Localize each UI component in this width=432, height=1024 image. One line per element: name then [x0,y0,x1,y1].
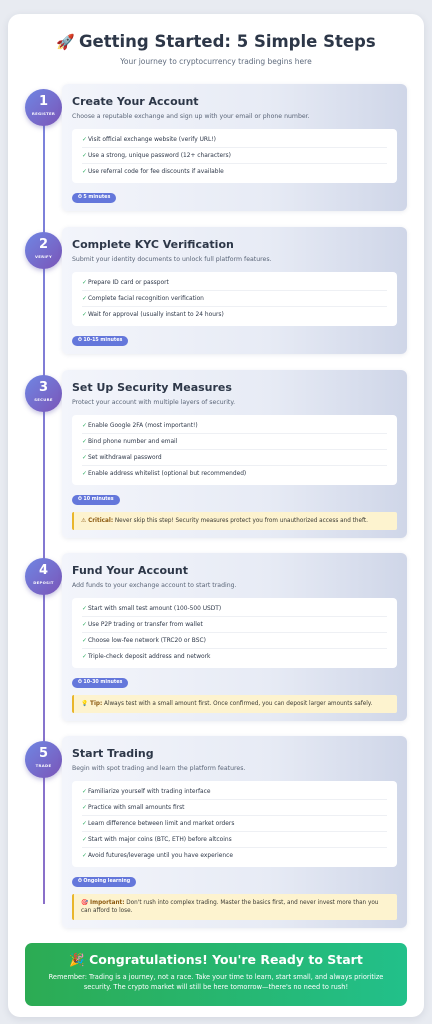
step-label: DEPOSIT [33,580,54,585]
step-checklist [72,129,397,183]
time-badge: ⏱ Ongoing learning [72,877,136,887]
step-title: Complete KYC Verification [72,238,234,251]
time-badge: ⏱ 10 minutes [72,495,120,505]
page-container [8,14,424,1017]
step-description: Add funds to your exchange account to start trading. [72,582,237,589]
checklist-item: ✓Bind phone number and email [82,434,387,450]
tip-note [72,695,397,713]
step-title: Start Trading [72,747,154,760]
step-checklist [72,598,397,668]
page-subtitle: Your journey to cryptocurrency trading begins here [120,57,312,66]
step-card-4 [62,553,407,721]
important-note [72,894,397,920]
step-title: Set Up Security Measures [72,381,232,394]
check-icon: ✓ [82,280,87,286]
step-description: Submit your identity documents to unlock full platform features. [72,256,272,263]
critical-note [72,512,397,530]
step-number: 3 [38,380,49,395]
step-label: VERIFY [34,254,52,259]
check-icon: ✓ [82,439,87,445]
check-icon: ✓ [82,296,87,302]
checklist-item: ✓Familiarize yourself with trading interface [82,784,387,800]
page-title [8,32,424,51]
step-number: 1 [38,94,49,109]
checklist-item: ✓Choose low-fee network (TRC20 or BSC) [82,633,387,649]
check-icon: ✓ [82,837,87,843]
step-checklist [72,415,397,485]
step-circle-1 [25,89,62,126]
checklist-item: ✓Practice with small amounts first [82,800,387,816]
check-icon: ✓ [82,423,87,429]
note-prefix: ⚠ Critical: [81,518,114,524]
step-description: Choose a reputable exchange and sign up with your email or phone number. [72,113,310,120]
checklist-item: ✓Visit official exchange website (verify URL!) [82,132,387,148]
checklist-item: ✓Enable address whitelist (optional but recommended) [82,471,247,477]
step-circle-5 [25,741,62,778]
step-number: 5 [38,746,49,761]
step-description: Protect your account with multiple layers of security. [72,399,236,406]
checklist-item: ✓Start with small test amount (100-500 USDT) [82,601,387,617]
check-icon: ✓ [82,654,87,660]
rocket-icon: 🚀 [56,33,75,51]
step-label: SECURE [34,397,53,402]
check-icon: ✓ [82,638,87,644]
step-label: REGISTER [31,111,56,116]
step-checklist [72,781,397,867]
note-prefix: 🎯 Important: [81,900,125,906]
check-icon: ✓ [82,821,87,827]
check-icon: ✓ [82,312,87,318]
step-circle-3 [25,375,62,412]
checklist-item: ✓Avoid futures/leverage until you have experience [82,853,234,859]
check-icon: ✓ [82,137,87,143]
note-text: Don't rush into complex trading. Master the basics first, and never invest more than you can afford to lose. [81,900,379,914]
check-icon: ✓ [82,789,87,795]
checklist-item: ✓Prepare ID card or passport [82,275,387,291]
check-icon: ✓ [82,606,87,612]
checklist-item: ✓Enable Google 2FA (most important!) [82,418,387,434]
step-circle-2 [25,232,62,269]
time-badge: ⏱ 5 minutes [72,193,116,203]
step-card-5 [62,736,407,928]
check-icon: ✓ [82,153,87,159]
checklist-item: ✓Start with major coins (BTC, ETH) before altcoins [82,832,387,848]
checklist-item: ✓Use referral code for fee discounts if available [82,169,224,175]
check-icon: ✓ [82,455,87,461]
step-card-3 [62,370,407,538]
check-icon: ✓ [82,471,87,477]
check-icon: ✓ [82,169,87,175]
time-badge: ⏱ 10-15 minutes [72,336,128,346]
checklist-item: ✓Learn difference between limit and market orders [82,816,387,832]
step-description: Begin with spot trading and learn the platform features. [72,765,246,772]
note-prefix: 💡 Tip: [81,701,103,707]
checklist-item: ✓Wait for approval (usually instant to 24 hours) [82,312,224,318]
step-label: TRADE [35,763,52,768]
page-title-text: Getting Started: 5 Simple Steps [78,32,376,51]
checklist-item: ✓Complete facial recognition verification [82,291,387,307]
congrats-text: Remember: Trading is a journey, not a race. Take your time to learn, start small, and always prioritize security. The crypto market will still be here tomorrow—there's no need to rush! [48,973,384,991]
checklist-item: ✓Set withdrawal password [82,450,387,466]
step-number: 2 [38,237,49,252]
congrats-title: 🎉 Congratulations! You're Ready to Start [69,952,363,967]
step-card-2 [62,227,407,354]
checklist-item: ✓Triple-check deposit address and network [82,654,211,660]
step-title: Create Your Account [72,95,199,108]
step-checklist [72,272,397,326]
checklist-item: ✓Use P2P trading or transfer from wallet [82,617,387,633]
note-text: Always test with a small amount first. Once confirmed, you can deposit larger amounts safely. [102,701,373,707]
check-icon: ✓ [82,805,87,811]
check-icon: ✓ [82,622,87,628]
checklist-item: ✓Use a strong, unique password (12+ characters) [82,148,387,164]
step-title: Fund Your Account [72,564,188,577]
step-card-1 [62,84,407,211]
check-icon: ✓ [82,853,87,859]
note-text: Never skip this step! Security measures protect you from unauthorized access and theft. [113,518,368,524]
step-number: 4 [38,563,49,578]
congrats-banner [25,943,407,1006]
step-circle-4 [25,558,62,595]
time-badge: ⏱ 10-30 minutes [72,678,128,688]
